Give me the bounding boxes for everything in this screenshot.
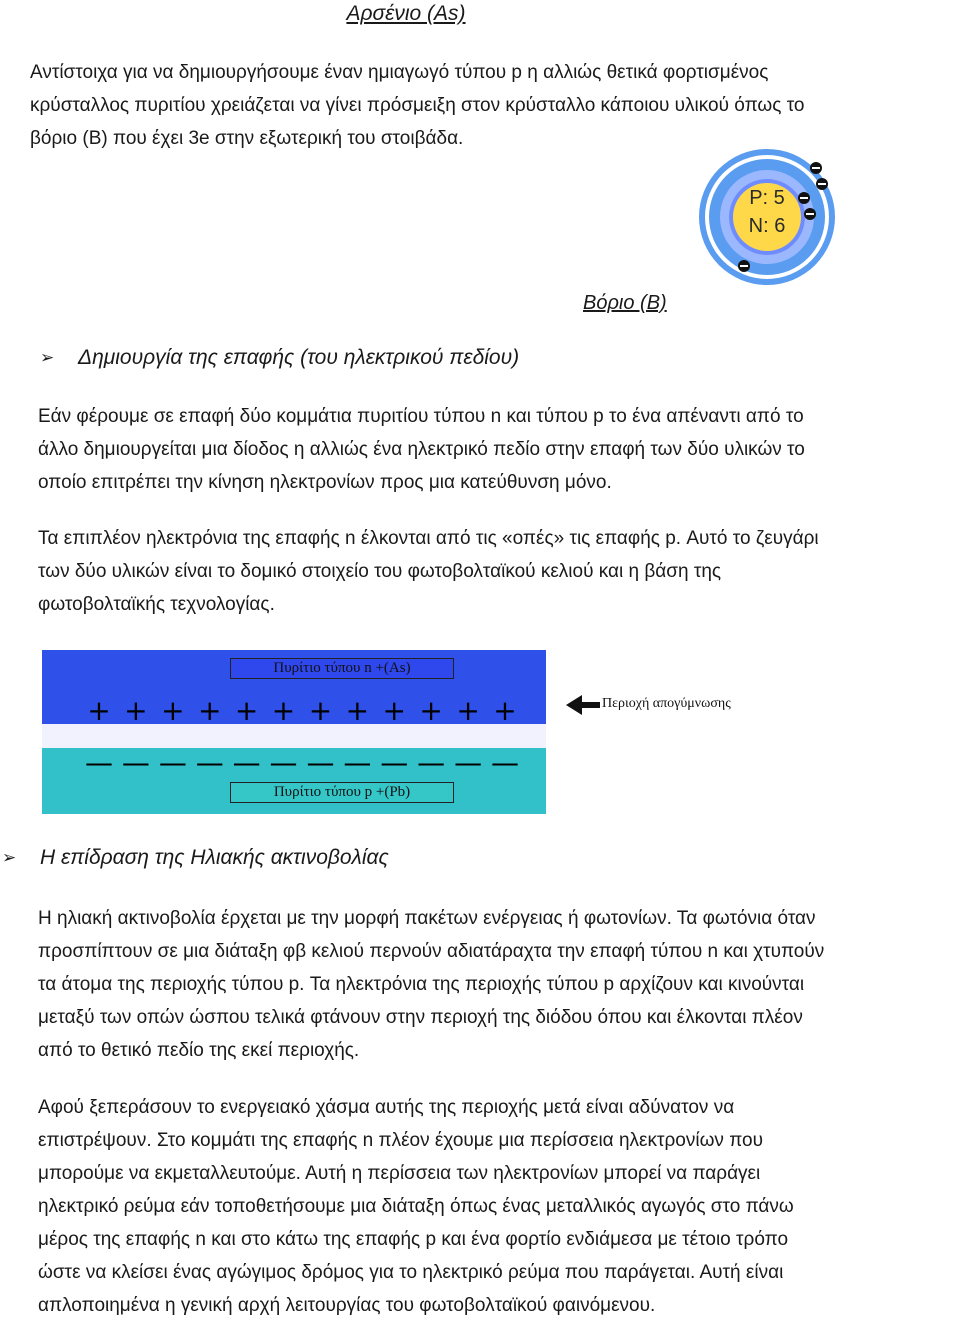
arrow-bullet-icon: ➢ — [2, 848, 17, 867]
intro-line: Αντίστοιχα για να δημιουργήσουμε έναν ημιαγωγό τύπου p η αλλιώς θετικά φορτισμένος — [30, 62, 769, 83]
minus-sign: — — [195, 746, 224, 779]
intro-line: κρύσταλλος πυριτίου χρειάζεται να γίνει πρόσμειξη στον κρύσταλλο κάποιου υλικού όπως το — [30, 95, 805, 116]
n-region-label: Πυρίτιο τύπου n +(As) — [230, 658, 454, 679]
paragraph-line: μπορούμε να εκμεταλλευτούμε. Αυτή η περίσσεια των ηλεκτρονίων μπορεί να παράγει — [38, 1163, 761, 1184]
plus-sign: + — [124, 694, 148, 727]
boron-atom-diagram — [696, 146, 838, 288]
paragraph-line: φωτοβολταϊκής τεχνολογίας. — [38, 594, 275, 615]
arrow-bullet-icon: ➢ — [40, 348, 55, 367]
neutrons-label: N: 6 — [748, 215, 786, 237]
paragraph-line: τα άτομα της περιοχής τύπου p. Τα ηλεκτρόνια της περιοχής τύπου p αρχίζουν και κινούνται — [38, 974, 805, 995]
junction-band — [42, 724, 546, 748]
minus-sign: — — [158, 746, 187, 779]
paragraph-current — [38, 1091, 794, 1322]
minus-sign: — — [85, 746, 113, 779]
paragraph-line: άλλο δημιουργείται μια δίοδος η αλλιώς ένα ηλεκτρικό πεδίο στην επαφή των δύο υλικών το — [38, 439, 805, 460]
plus-sign: + — [271, 694, 296, 727]
plus-sign: + — [382, 694, 406, 727]
p-region-label: Πυρίτιο τύπου p +(Pb) — [230, 782, 454, 803]
protons-label: P: 5 — [749, 187, 785, 209]
bullet-heading-contact — [40, 346, 519, 370]
intro-paragraph — [30, 56, 805, 155]
minus-sign: — — [417, 746, 446, 779]
minus-sign: — — [121, 746, 150, 779]
minus-sign: — — [343, 746, 372, 779]
paragraph-contact — [38, 400, 805, 499]
minus-sign: — — [454, 746, 483, 779]
paragraph-line: Η ηλιακή ακτινοβολία έρχεται με την μορφή πακέτων ενέργειας ή φωτονίων. Τα φωτόνια όταν — [38, 908, 816, 929]
plus-sign: + — [493, 694, 517, 727]
intro-line: βόριο (B) που έχει 3e στην εξωτερική του στοιβάδα. — [30, 128, 464, 149]
plus-sign: + — [87, 694, 111, 727]
depletion-region-label: Περιοχή απογύμνωσης — [602, 696, 731, 711]
paragraph-line: απλοποιημένα η γενική αρχή λειτουργίας του φωτοβολταϊκού φαινόμενου. — [38, 1295, 656, 1316]
bullet-heading-text: Δημιουργία της επαφής (του ηλεκτρικού πεδίου) — [78, 346, 520, 369]
bullet-heading-text: Η επίδραση της Ηλιακής ακτινοβολίας — [40, 846, 389, 869]
paragraph-line: μεταξύ των οπών ώσπου τελικά φτάνουν στην περιοχή της διόδου όπου και έλκονται πλέον — [38, 1007, 803, 1028]
minus-sign: — — [490, 746, 519, 779]
section-title: Αρσένιο (As) — [346, 2, 466, 25]
paragraph-line: Εάν φέρουμε σε επαφή δύο κομμάτια πυριτίου τύπου n και τύπου p το ένα απέναντι από το — [38, 406, 804, 427]
paragraph-line: Αφού ξεπεράσουν το ενεργειακό χάσμα αυτής της περιοχής μετά είναι αδύνατον να — [38, 1097, 735, 1118]
minus-sign: — — [232, 746, 261, 779]
electron — [798, 192, 810, 204]
electron — [810, 162, 822, 174]
minus-sign: — — [269, 746, 298, 779]
paragraph-line: από το θετικό πεδίο της εκεί περιοχής. — [38, 1040, 360, 1061]
paragraph-line: ηλεκτρικό ρεύμα εάν τοποθετήσουμε μια διάταξη όπως ένας μεταλλικός αγωγός στο πάνω — [38, 1196, 794, 1217]
plus-sign: + — [419, 694, 443, 727]
paragraph-line: οποίο επιτρέπει την κίνηση ηλεκτρονίων προς μια κατεύθυνση μόνο. — [38, 472, 612, 493]
atom-caption: Βόριο (B) — [583, 292, 667, 314]
plus-sign: + — [197, 694, 222, 727]
plus-sign: + — [308, 694, 333, 727]
paragraph-line: ώστε να κλείσει ένας αγώγιμος δρόμος για το ηλεκτρικό ρεύμα που παράγεται. Αυτή είναι — [38, 1262, 784, 1283]
paragraph-radiation — [38, 902, 824, 1067]
plus-sign: + — [161, 694, 185, 727]
minus-signs-row — [82, 746, 522, 779]
plus-sign: + — [345, 694, 370, 727]
plus-signs-row — [82, 694, 522, 727]
electron — [816, 178, 828, 190]
minus-sign: — — [306, 746, 335, 779]
electron — [804, 208, 816, 220]
paragraph-line: μέρος της επαφής n και στο κάτω της επαφής p και ένα φορτίο ενδιάμεσα με τέτοιο τρόπο — [38, 1229, 789, 1250]
plus-sign: + — [234, 694, 259, 727]
minus-sign: — — [380, 746, 409, 779]
electron — [738, 260, 750, 272]
paragraph-line: επιστρέψουν. Στο κομμάτι της επαφής n πλέον έχουμε μια περίσσεια ηλεκτρονίων που — [38, 1130, 763, 1151]
pn-junction-diagram — [42, 650, 546, 814]
paragraph-electrons — [38, 522, 819, 621]
paragraph-line: των δύο υλικών είναι το δομικό στοιχείο του φωτοβολταϊκού κελιού και η βάση της — [38, 561, 722, 582]
paragraph-line: προσπίπτουν σε μια διάταξη φβ κελιού περνούν αδιατάραχτα την επαφή τύπου n και χτυπούν — [38, 941, 825, 962]
paragraph-line: Τα επιπλέον ηλεκτρόνια της επαφής n έλκονται από τις «οπές» τις επαφής p. Αυτό το ζευγάρι — [38, 528, 819, 549]
bullet-heading-solar — [2, 846, 389, 870]
plus-sign: + — [456, 694, 480, 727]
